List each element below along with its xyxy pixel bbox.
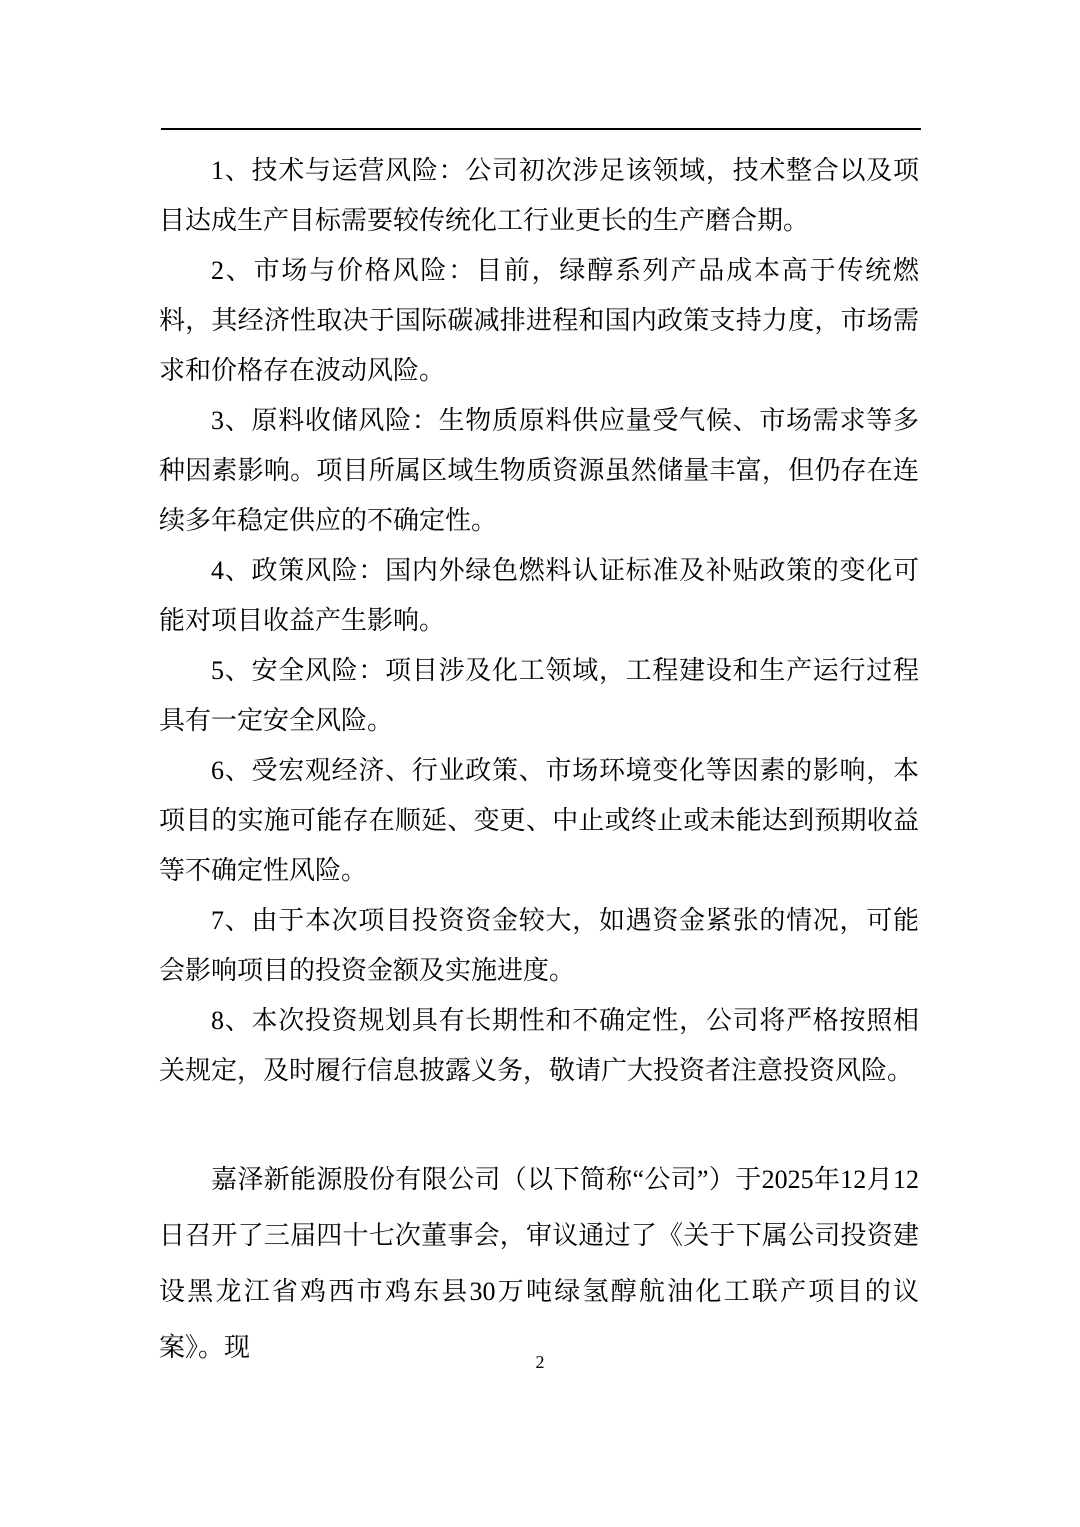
risk-paragraph: 4、政策风险：国内外绿色燃料认证标准及补贴政策的变化可能对项目收益产生影响。 <box>159 556 919 635</box>
paragraph-spacer <box>159 1096 919 1152</box>
page-number: 2 <box>535 1352 545 1372</box>
header-divider <box>161 128 921 130</box>
closing-paragraph: 嘉泽新能源股份有限公司（以下简称“公司”）于2025年12月12日召开了三届四十七次董事会，审议通过了《关于下属公司投资建设黑龙江省鸡西市鸡东县30万吨绿氢醇航油化工联产项目的议案》。现 <box>159 1165 919 1362</box>
risk-paragraph: 1、技术与运营风险：公司初次涉足该领域，技术整合以及项目达成生产目标需要较传统化工行业更长的生产磨合期。 <box>159 156 919 235</box>
risk-paragraph: 6、受宏观经济、行业政策、市场环境变化等因素的影响，本项目的实施可能存在顺延、变更、中止或终止或未能达到预期收益等不确定性风险。 <box>159 756 919 885</box>
risk-paragraph: 2、市场与价格风险：目前，绿醇系列产品成本高于传统燃料，其经济性取决于国际碳减排进程和国内政策支持力度，市场需求和价格存在波动风险。 <box>159 256 919 385</box>
risk-paragraph: 3、原料收储风险：生物质原料供应量受气候、市场需求等多种因素影响。项目所属区域生物质资源虽然储量丰富，但仍存在连续多年稳定供应的不确定性。 <box>159 406 919 535</box>
risk-item-list <box>159 146 919 1096</box>
document-body <box>159 146 919 1376</box>
risk-paragraph: 7、由于本次项目投资资金较大，如遇资金紧张的情况，可能会影响项目的投资金额及实施进度。 <box>159 906 919 985</box>
risk-paragraph: 5、安全风险：项目涉及化工领域，工程建设和生产运行过程具有一定安全风险。 <box>159 656 919 735</box>
risk-paragraph: 8、本次投资规划具有长期性和不确定性，公司将严格按照相关规定，及时履行信息披露义务，敬请广大投资者注意投资风险。 <box>159 1006 919 1085</box>
